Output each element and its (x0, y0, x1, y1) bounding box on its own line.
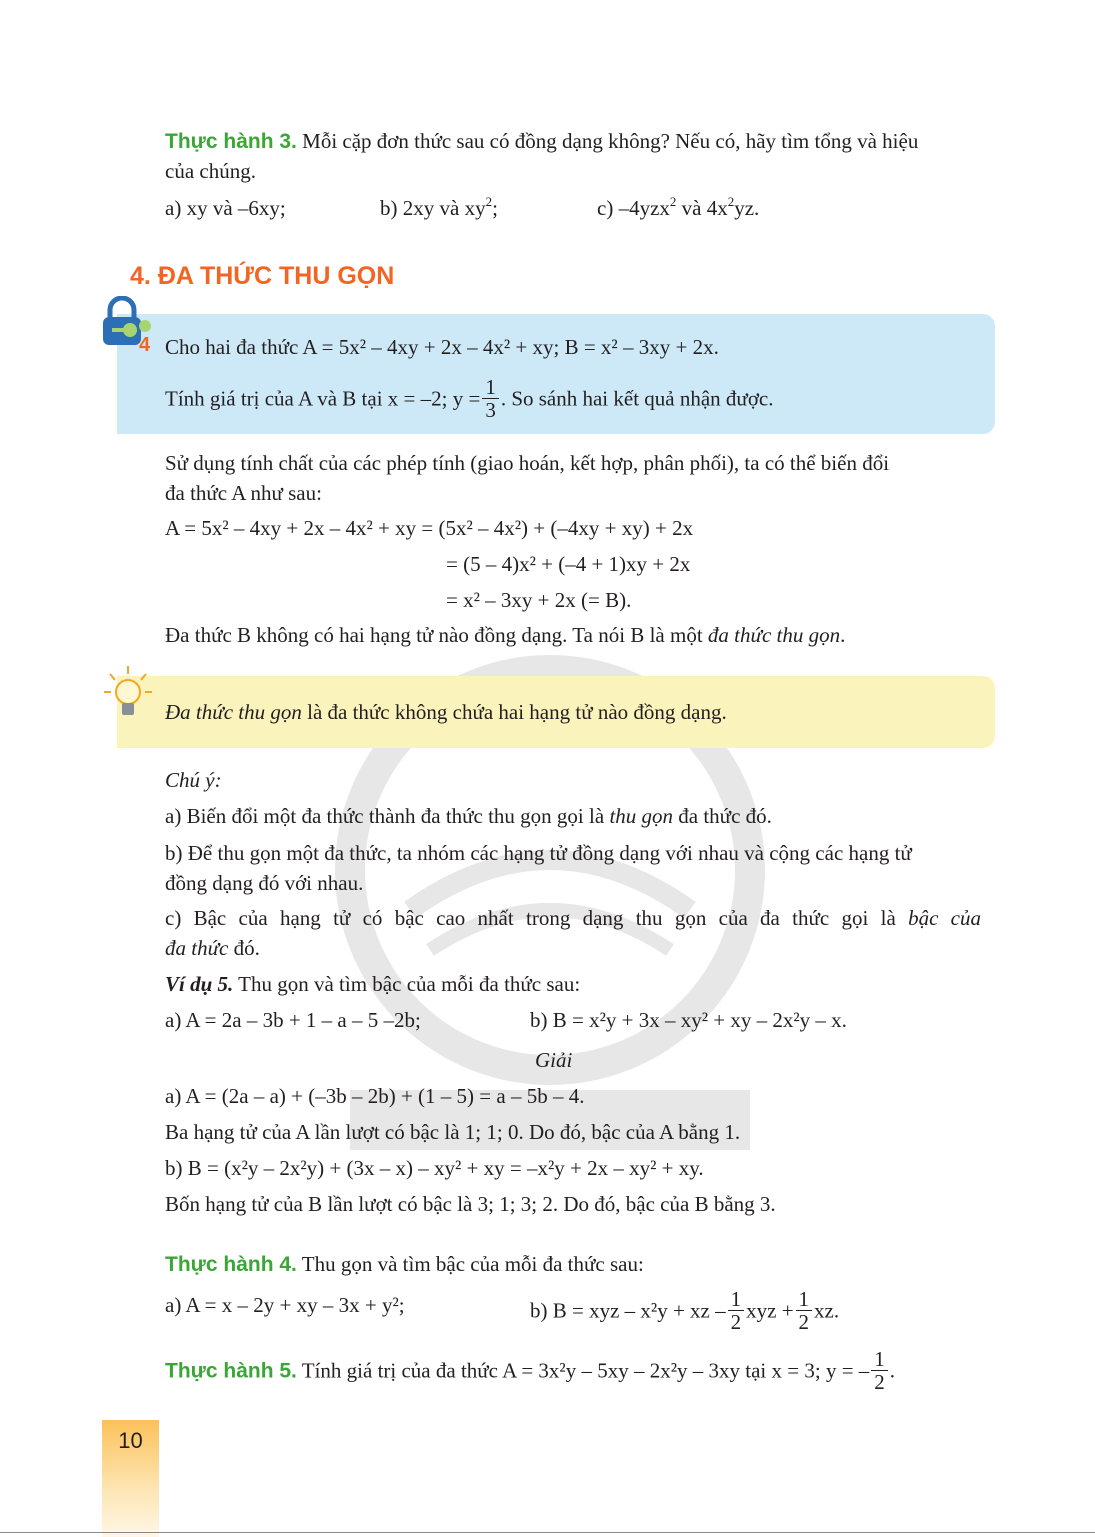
solution-line3: b) B = (x²y – 2x²y) + (3x – x) – xy² + xy = –x²y + 2x – xy² + xy. (165, 1156, 704, 1180)
page-number: 10 (118, 1428, 143, 1453)
note-item-c-line1: c) Bậc của hạng tử có bậc cao nhất trong dạng thu gọn của đa thức gọi là bậc của (165, 906, 981, 930)
equation-line3: = x² – 3xy + 2x (= B). (446, 588, 632, 612)
practice-3-item-c: c) –4yzx$^2$ và $4x^2yz$. (597, 194, 760, 220)
body-para1-line2: đa thức A như sau: (165, 481, 322, 505)
note-item-a: a) Biến đổi một đa thức thành đa thức thu gọn gọi là thu gọn đa thức đó. (165, 804, 772, 828)
note-item-b-line2: đồng dạng đó với nhau. (165, 871, 364, 895)
example-5-item-a: a) A = 2a – 3b + 1 – a – 5 –2b; (165, 1008, 421, 1032)
lightbulb-icon (100, 662, 160, 722)
definition-text: Đa thức thu gọn là đa thức không chứa hai hạng tử nào đồng dạng. (165, 700, 727, 724)
bottom-rule (0, 1532, 1095, 1533)
note-title: Chú ý: (165, 768, 222, 792)
practice-5: Thực hành 5. Tính giá trị của đa thức A = 3x²y – 5xy – 2x²y – 3xy tại x = 3; y = – $\frac{1}{2}$ . (165, 1347, 896, 1394)
example-5-item-b: b) B = x²y + 3x – xy² + xy – 2x²y – x. (530, 1008, 847, 1032)
practice-3-line1: Thực hành 3. Mỗi cặp đơn thức sau có đồng dạng không? Nếu có, hãy tìm tổng và hiệu (165, 129, 919, 153)
solution-heading: Giải (535, 1048, 573, 1072)
explore-line1: Cho hai đa thức A = 5x² – 4xy + 2x – 4x² + xy; B = x² – 3xy + 2x. (165, 335, 719, 359)
practice-4-heading: Thực hành 4. Thu gọn và tìm bậc của mỗi đa thức sau: (165, 1252, 644, 1276)
note-item-b-line1: b) Để thu gọn một đa thức, ta nhóm các hạng tử đồng dạng với nhau và cộng các hạng tử (165, 841, 912, 865)
equation-line1: A = 5x² – 4xy + 2x – 4x² + xy = (5x² – 4x²) + (–4xy + xy) + 2x (165, 516, 694, 540)
body-para2: Đa thức B không có hai hạng tử nào đồng dạng. Ta nói B là một đa thức thu gọn. (165, 623, 846, 647)
example-5-heading: Ví dụ 5. Thu gọn và tìm bậc của mỗi đa thức sau: (165, 972, 581, 996)
practice-4-item-b: b) B = xyz – x²y + xz – $\frac{1}{2}$ xyz + $\frac{1}{2}$ xz. (530, 1287, 840, 1334)
fraction: $\frac{1}{2}$ (796, 1288, 813, 1333)
fraction: $\frac{1}{3}$ (482, 376, 499, 421)
practice-3-item-b: b) 2xy và $xy^2$; (380, 194, 498, 220)
practice-3-line2: của chúng. (165, 159, 256, 183)
section-heading: 4. ĐA THỨC THU GỌN (130, 262, 395, 290)
solution-line4: Bốn hạng tử của B lần lượt có bậc là 3; 1; 3; 2. Do đó, bậc của B bằng 3. (165, 1192, 776, 1216)
body-para1-line1: Sử dụng tính chất của các phép tính (giao hoán, kết hợp, phân phối), ta có thể biến đổi (165, 451, 890, 475)
solution-line2: Ba hạng tử của A lần lượt có bậc là 1; 1; 0. Do đó, bậc của A bằng 1. (165, 1120, 741, 1144)
explore-number: 4 (139, 334, 151, 356)
note-item-c-line2: đa thức đó. (165, 936, 260, 960)
fraction: $\frac{1}{2}$ (728, 1288, 745, 1333)
practice-4-item-a: a) A = x – 2y + xy – 3x + y²; (165, 1293, 405, 1317)
solution-line1: a) A = (2a – a) + (–3b – 2b) + (1 – 5) = a – 5b – 4. (165, 1084, 585, 1108)
equation-line2: = (5 – 4)x² + (–4 + 1)xy + 2x (446, 552, 691, 576)
practice-3-item-a: a) xy và –6xy; (165, 196, 286, 220)
explore-line2: Tính giá trị của A và B tại x = –2; y = $\frac{1}{3}$ . So sánh hai kết quả nhận được. (165, 375, 774, 422)
fraction: $\frac{1}{2}$ (871, 1348, 888, 1393)
